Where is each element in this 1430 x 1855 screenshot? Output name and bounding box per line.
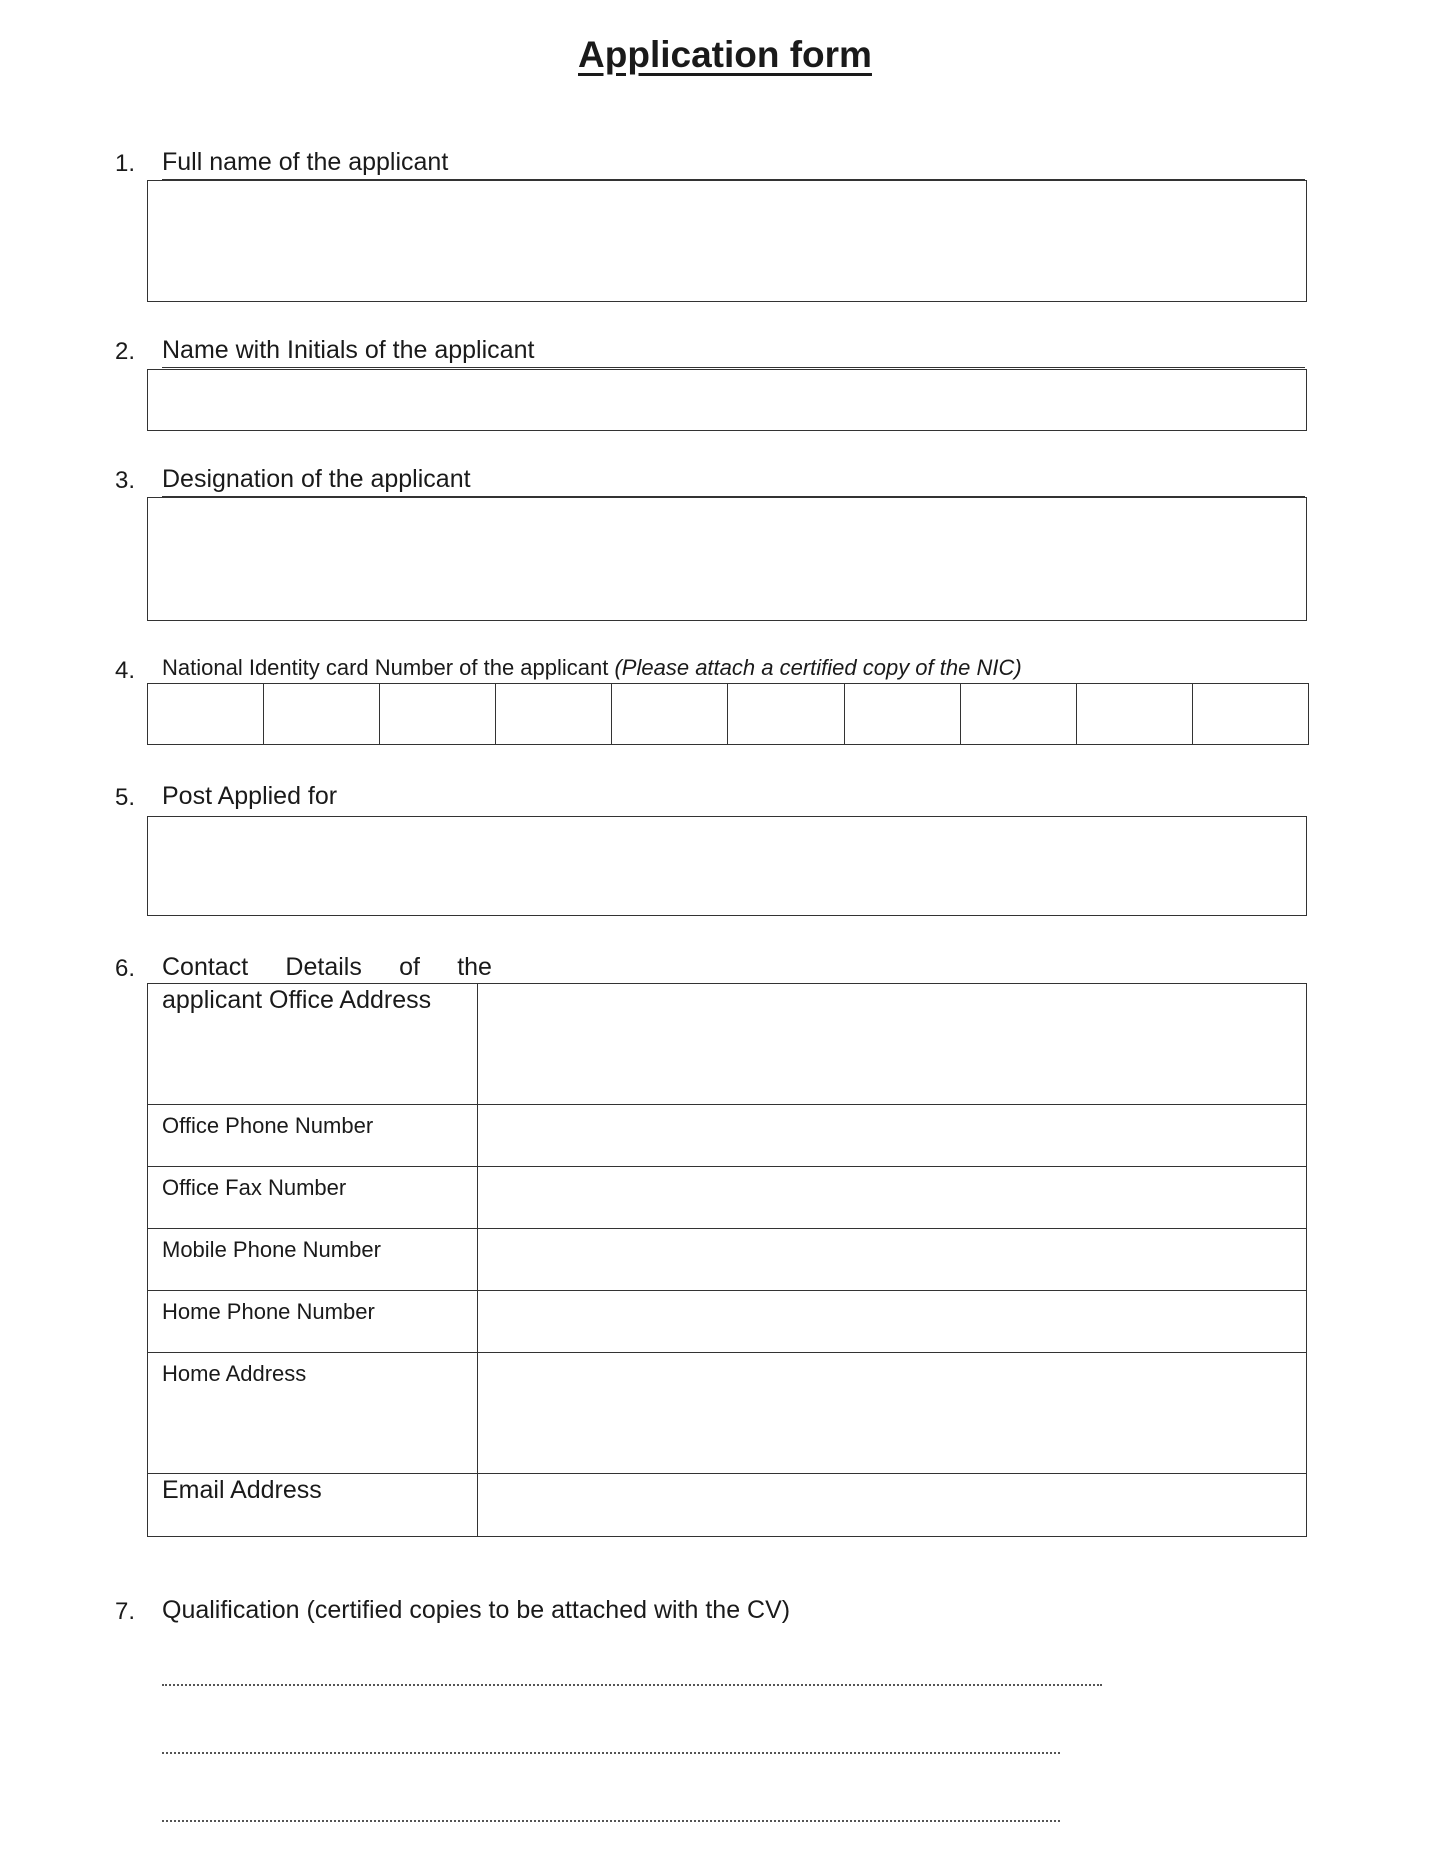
contact-row-office-address bbox=[148, 984, 1306, 1105]
question-2-label: Name with Initials of the applicant bbox=[162, 336, 1305, 368]
contact-row-email bbox=[148, 1474, 1306, 1536]
nic-digit-box[interactable] bbox=[148, 684, 264, 744]
nic-digit-box[interactable] bbox=[380, 684, 496, 744]
question-4-label-text: National Identity card Number of the applicant bbox=[162, 655, 615, 680]
question-6-word: the bbox=[457, 953, 492, 981]
qualification-line[interactable] bbox=[162, 1752, 1060, 1754]
question-3-number: 3. bbox=[115, 467, 136, 494]
office-phone-field[interactable] bbox=[478, 1105, 1306, 1166]
office-fax-field[interactable] bbox=[478, 1167, 1306, 1228]
email-address-field[interactable] bbox=[478, 1474, 1306, 1536]
contact-label: Office Phone Number bbox=[148, 1105, 478, 1166]
nic-digit-box[interactable] bbox=[1077, 684, 1193, 744]
question-7-number: 7. bbox=[115, 1598, 136, 1625]
mobile-phone-field[interactable] bbox=[478, 1229, 1306, 1290]
full-name-field[interactable] bbox=[147, 180, 1307, 302]
contact-label: Home Phone Number bbox=[148, 1291, 478, 1352]
nic-digit-box[interactable] bbox=[961, 684, 1077, 744]
nic-number-grid bbox=[147, 683, 1309, 745]
nic-digit-box[interactable] bbox=[845, 684, 961, 744]
qualification-line[interactable] bbox=[162, 1684, 1102, 1686]
question-6-word: of bbox=[399, 953, 420, 981]
nic-digit-box[interactable] bbox=[612, 684, 728, 744]
question-1-label: Full name of the applicant bbox=[162, 148, 1305, 180]
contact-row-home-address bbox=[148, 1353, 1306, 1474]
contact-label: Mobile Phone Number bbox=[148, 1229, 478, 1290]
nic-digit-box[interactable] bbox=[496, 684, 612, 744]
name-with-initials-field[interactable] bbox=[147, 369, 1307, 431]
office-address-field[interactable] bbox=[478, 984, 1306, 1104]
question-7-label: Qualification (certified copies to be attached with the CV) bbox=[162, 1596, 791, 1624]
nic-digit-box[interactable] bbox=[1193, 684, 1308, 744]
question-6-word: Details bbox=[285, 953, 362, 981]
contact-row-mobile-phone bbox=[148, 1229, 1306, 1291]
contact-row-office-phone bbox=[148, 1105, 1306, 1167]
home-phone-field[interactable] bbox=[478, 1291, 1306, 1352]
contact-row-home-phone bbox=[148, 1291, 1306, 1353]
question-6-word: Contact bbox=[162, 953, 249, 981]
contact-label: Email Address bbox=[148, 1474, 478, 1536]
post-applied-field[interactable] bbox=[147, 816, 1307, 916]
nic-digit-box[interactable] bbox=[728, 684, 844, 744]
question-6-label bbox=[162, 953, 492, 982]
contact-label: applicant Office Address bbox=[148, 984, 478, 1104]
question-2-number: 2. bbox=[115, 338, 136, 365]
contact-row-office-fax bbox=[148, 1167, 1306, 1229]
question-4-label bbox=[162, 655, 1022, 681]
nic-digit-box[interactable] bbox=[264, 684, 380, 744]
contact-details-table bbox=[147, 983, 1307, 1537]
page-title: Application form bbox=[578, 34, 872, 75]
question-6-number: 6. bbox=[115, 955, 136, 982]
question-5-label: Post Applied for bbox=[162, 782, 338, 810]
question-1-number: 1. bbox=[115, 150, 136, 177]
qualification-line[interactable] bbox=[162, 1820, 1060, 1822]
question-4-note: (Please attach a certified copy of the NIC) bbox=[614, 655, 1022, 680]
home-address-field[interactable] bbox=[478, 1353, 1306, 1473]
contact-label: Office Fax Number bbox=[148, 1167, 478, 1228]
question-3-label: Designation of the applicant bbox=[162, 465, 1305, 497]
designation-field[interactable] bbox=[147, 497, 1307, 621]
contact-label: Home Address bbox=[148, 1353, 478, 1473]
question-5-number: 5. bbox=[115, 784, 136, 811]
question-4-number: 4. bbox=[115, 657, 136, 684]
